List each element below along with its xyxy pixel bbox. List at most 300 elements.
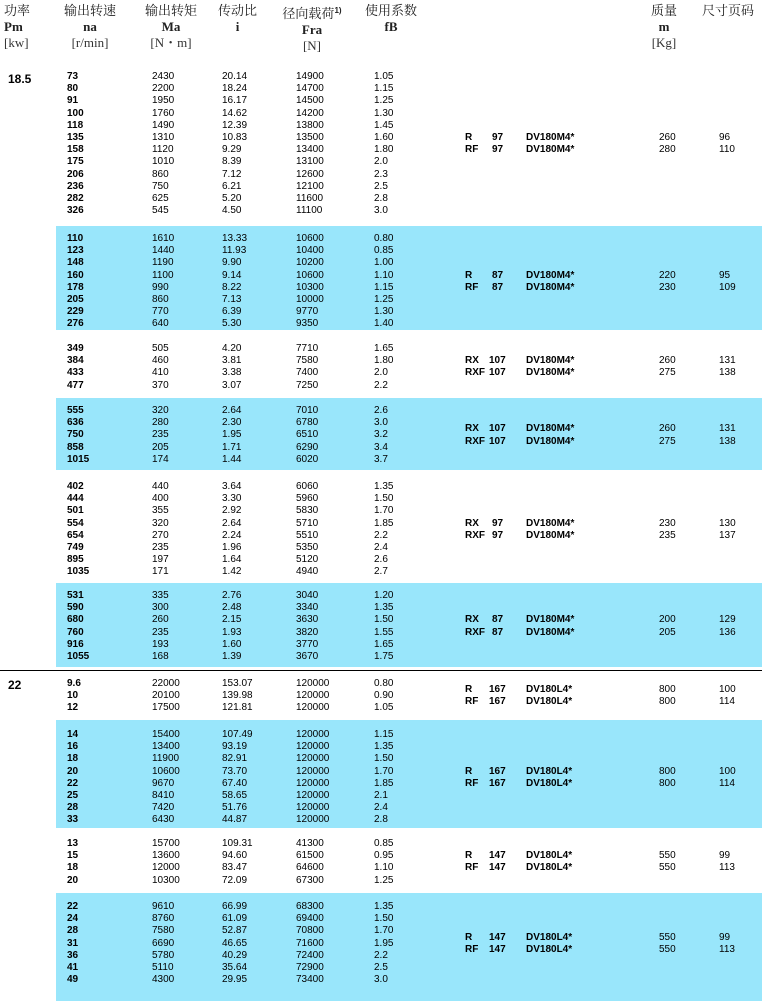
output-torque: 1310 xyxy=(152,132,175,143)
mass-value: 800 xyxy=(659,777,676,789)
mass-value: 260 xyxy=(659,423,676,435)
output-torque: 15700 xyxy=(152,838,180,849)
radial-load: 5120 xyxy=(296,554,319,566)
gear-ratio: 3.07 xyxy=(222,379,242,391)
output-speed: 555 xyxy=(67,405,84,416)
radial-load: 3340 xyxy=(296,602,319,614)
gear-ratio: 139.98 xyxy=(222,690,253,702)
output-speed: 100 xyxy=(67,107,84,119)
page-number: 113 xyxy=(719,943,735,955)
output-torque: 2430 xyxy=(152,71,175,82)
output-speed: 91 xyxy=(67,95,79,107)
output-torque: 1610 xyxy=(152,233,175,244)
radial-load: 10600 xyxy=(296,233,324,244)
gear-ratio: 12.39 xyxy=(222,119,248,131)
output-speed: 205 xyxy=(67,294,84,305)
header-power-cn: 功率 xyxy=(4,3,31,18)
output-speed: 33 xyxy=(67,814,79,826)
gear-size: 87 xyxy=(492,269,504,281)
service-factor: 1.35 xyxy=(374,481,394,492)
header-speed-cn: 输出转速 xyxy=(63,3,116,18)
page-number: 109 xyxy=(719,281,736,293)
header-speed-sym: na xyxy=(83,19,97,34)
motor-type: DV180M4* xyxy=(526,517,575,529)
output-torque: 260 xyxy=(152,614,169,626)
radial-load: 120000 xyxy=(296,729,330,740)
service-factor: 1.50 xyxy=(374,614,394,626)
gear-type: RF xyxy=(465,862,479,874)
output-torque: 13400 xyxy=(152,741,180,753)
output-speed: 20 xyxy=(67,874,79,886)
service-factor: 1.65 xyxy=(374,343,394,354)
output-speed: 9.6 xyxy=(67,678,81,689)
gear-size: 167 xyxy=(489,684,506,696)
service-factor: 2.8 xyxy=(374,193,388,204)
mass-value: 275 xyxy=(659,367,676,379)
service-factor: 2.5 xyxy=(374,180,388,192)
service-factor: 1.55 xyxy=(374,626,394,638)
output-torque: 1190 xyxy=(152,257,174,269)
gear-type: R xyxy=(465,132,473,143)
service-factor: 3.0 xyxy=(374,205,388,217)
output-torque: 6690 xyxy=(152,937,175,949)
mass-value: 205 xyxy=(659,626,676,638)
service-factor: 2.3 xyxy=(374,168,388,180)
gear-size: 167 xyxy=(489,696,506,708)
motor-type: DV180M4* xyxy=(526,281,575,293)
service-factor: 1.20 xyxy=(374,590,394,601)
output-speed: 22 xyxy=(67,901,79,912)
gear-ratio: 51.76 xyxy=(222,802,248,814)
gear-size: 147 xyxy=(489,931,506,943)
header-radial-load-unit: [N] xyxy=(302,38,322,53)
output-speed: 24 xyxy=(67,913,79,925)
output-torque: 10600 xyxy=(152,765,180,777)
service-factor: 2.0 xyxy=(374,156,388,168)
gear-ratio: 7.12 xyxy=(222,168,242,180)
output-torque: 9610 xyxy=(152,901,175,912)
gear-ratio: 3.81 xyxy=(222,355,242,367)
service-factor: 1.80 xyxy=(374,144,394,156)
gear-size: 147 xyxy=(489,862,506,874)
radial-load: 13800 xyxy=(296,119,324,131)
service-factor: 2.8 xyxy=(374,814,388,826)
page-number: 131 xyxy=(719,355,736,367)
motor-type: DV180M4* xyxy=(526,435,575,447)
service-factor: 1.60 xyxy=(374,132,394,143)
gear-ratio: 4.50 xyxy=(222,205,242,217)
service-factor: 0.80 xyxy=(374,678,394,689)
service-factor: 1.35 xyxy=(374,741,394,753)
radial-load: 72900 xyxy=(296,962,324,973)
service-factor: 1.15 xyxy=(374,83,394,95)
gear-ratio: 1.95 xyxy=(222,429,242,441)
output-speed: 178 xyxy=(67,281,84,293)
radial-load: 6060 xyxy=(296,481,319,492)
gear-ratio: 1.39 xyxy=(222,651,242,662)
gear-type: RXF xyxy=(465,529,485,541)
header-mass-unit: [Kg] xyxy=(651,35,677,50)
service-factor: 1.40 xyxy=(374,318,394,330)
gear-type: RX xyxy=(465,614,479,626)
output-speed: 206 xyxy=(67,168,84,180)
gear-ratio: 1.60 xyxy=(222,638,242,650)
radial-load: 120000 xyxy=(296,753,330,765)
output-torque: 270 xyxy=(152,529,169,541)
motor-type: DV180M4* xyxy=(526,614,575,626)
service-factor: 1.80 xyxy=(374,355,394,367)
output-torque: 625 xyxy=(152,193,169,204)
service-factor: 1.10 xyxy=(374,862,394,874)
mass-value: 800 xyxy=(659,696,676,708)
mass-value: 260 xyxy=(659,132,676,143)
radial-load: 41300 xyxy=(296,838,324,849)
output-speed: 135 xyxy=(67,132,84,143)
gear-size: 167 xyxy=(489,765,506,777)
output-speed: 282 xyxy=(67,193,84,204)
service-factor: 1.85 xyxy=(374,517,394,529)
gear-ratio: 1.42 xyxy=(222,566,242,578)
output-torque: 174 xyxy=(152,453,169,465)
gear-type: R xyxy=(465,269,473,281)
gear-ratio: 1.64 xyxy=(222,554,242,566)
output-torque: 770 xyxy=(152,306,169,318)
radial-load: 3630 xyxy=(296,614,319,626)
service-factor: 2.2 xyxy=(374,379,388,391)
gear-ratio: 2.64 xyxy=(222,405,242,416)
radial-load: 120000 xyxy=(296,790,330,801)
page-number: 96 xyxy=(719,132,731,143)
radial-load: 10600 xyxy=(296,269,324,281)
radial-load: 61500 xyxy=(296,850,324,862)
output-speed: 590 xyxy=(67,602,84,614)
radial-load: 10200 xyxy=(296,257,324,269)
gear-ratio: 4.20 xyxy=(222,343,242,354)
output-speed: 236 xyxy=(67,180,84,192)
output-torque: 300 xyxy=(152,602,169,614)
mass-value: 800 xyxy=(659,765,676,777)
header-torque-unit: [N・m] xyxy=(150,35,192,50)
gear-type: RX xyxy=(465,355,479,367)
gear-ratio: 83.47 xyxy=(222,862,248,874)
gear-ratio: 9.29 xyxy=(222,144,242,156)
output-speed: 680 xyxy=(67,614,84,626)
gear-type: RF xyxy=(465,943,479,955)
radial-load: 10000 xyxy=(296,294,324,305)
radial-load: 120000 xyxy=(296,702,330,714)
gear-ratio: 93.19 xyxy=(222,741,248,753)
output-speed: 326 xyxy=(67,205,84,217)
output-torque: 640 xyxy=(152,318,169,330)
service-factor: 3.0 xyxy=(374,417,388,429)
gear-ratio: 72.09 xyxy=(222,874,248,886)
motor-type: DV180M4* xyxy=(526,269,575,281)
ratio-group xyxy=(56,720,762,828)
motor-type: DV180L4* xyxy=(526,862,573,874)
output-torque: 990 xyxy=(152,281,169,293)
gear-ratio: 66.99 xyxy=(222,901,248,912)
header-service-factor-sym: fB xyxy=(384,19,398,34)
gear-ratio: 73.70 xyxy=(222,765,248,777)
output-torque: 13600 xyxy=(152,850,180,862)
output-speed: 15 xyxy=(67,850,79,862)
gear-type: RXF xyxy=(465,367,485,379)
output-speed: 175 xyxy=(67,156,84,168)
gear-ratio: 2.24 xyxy=(222,529,242,541)
service-factor: 1.10 xyxy=(374,269,394,281)
output-torque: 545 xyxy=(152,205,169,217)
gear-ratio: 1.96 xyxy=(222,542,242,553)
radial-load: 120000 xyxy=(296,690,330,702)
radial-load: 14500 xyxy=(296,95,324,107)
radial-load: 120000 xyxy=(296,765,330,777)
header-power-unit: [kw] xyxy=(4,35,29,50)
radial-load: 3670 xyxy=(296,651,319,662)
gear-ratio: 67.40 xyxy=(222,777,248,789)
radial-load: 5350 xyxy=(296,542,319,553)
output-speed: 1015 xyxy=(67,453,90,465)
service-factor: 2.1 xyxy=(374,790,388,801)
header-power-sym: Pm xyxy=(4,19,23,34)
output-speed: 229 xyxy=(67,306,84,318)
output-speed: 895 xyxy=(67,554,84,566)
page-number: 110 xyxy=(719,144,735,156)
header-mass-sym: m xyxy=(658,19,670,34)
output-torque: 1440 xyxy=(152,245,175,257)
output-speed: 12 xyxy=(67,702,79,714)
gear-ratio: 109.31 xyxy=(222,838,253,849)
header-radial-load-note: 1) xyxy=(334,6,342,15)
gear-ratio: 10.83 xyxy=(222,132,248,143)
gear-type: RXF xyxy=(465,626,485,638)
service-factor: 1.50 xyxy=(374,913,394,925)
output-torque: 280 xyxy=(152,417,169,429)
radial-load: 6510 xyxy=(296,429,319,441)
output-torque: 505 xyxy=(152,343,169,354)
mass-value: 550 xyxy=(659,850,676,862)
gear-size: 107 xyxy=(489,423,506,435)
radial-load: 12600 xyxy=(296,168,324,180)
page-number: 99 xyxy=(719,850,731,862)
page-number: 100 xyxy=(719,684,736,696)
radial-load: 7580 xyxy=(296,355,319,367)
header-radial-load-cn: 径向载荷 xyxy=(282,6,335,21)
motor-type: DV180M4* xyxy=(526,626,575,638)
radial-load: 5710 xyxy=(296,517,319,529)
output-torque: 193 xyxy=(152,638,169,650)
gear-type: R xyxy=(465,684,473,696)
radial-load: 9770 xyxy=(296,306,319,318)
gear-ratio: 2.76 xyxy=(222,590,242,601)
radial-load: 14700 xyxy=(296,83,324,95)
motor-type: DV180M4* xyxy=(526,529,575,541)
page-number: 113 xyxy=(719,862,735,874)
gear-type: RF xyxy=(465,281,479,293)
motor-type: DV180L4* xyxy=(526,696,573,708)
mass-value: 235 xyxy=(659,529,676,541)
power-separator xyxy=(0,670,762,671)
power-value: 18.5 xyxy=(8,72,32,86)
gear-ratio: 1.44 xyxy=(222,453,242,465)
service-factor: 3.4 xyxy=(374,441,388,453)
gear-ratio: 8.22 xyxy=(222,281,242,293)
gear-ratio: 121.81 xyxy=(222,702,253,714)
radial-load: 9350 xyxy=(296,318,319,330)
gear-ratio: 20.14 xyxy=(222,71,248,82)
gear-ratio: 3.30 xyxy=(222,493,242,505)
output-torque: 10300 xyxy=(152,874,180,886)
radial-load: 120000 xyxy=(296,814,330,826)
gear-ratio: 9.14 xyxy=(222,269,242,281)
gear-size: 87 xyxy=(492,626,504,638)
output-speed: 654 xyxy=(67,529,84,541)
gear-size: 147 xyxy=(489,943,506,955)
header-ratio-cn: 传动比 xyxy=(217,3,257,18)
radial-load: 120000 xyxy=(296,741,330,753)
output-torque: 8410 xyxy=(152,790,175,801)
gear-type: RXF xyxy=(465,435,485,447)
output-torque: 1010 xyxy=(152,156,175,168)
service-factor: 1.00 xyxy=(374,257,394,269)
gear-ratio: 2.48 xyxy=(222,602,242,614)
output-torque: 440 xyxy=(152,481,169,492)
service-factor: 1.50 xyxy=(374,753,394,765)
radial-load: 6780 xyxy=(296,417,319,429)
header-mass-cn: 质量 xyxy=(650,3,677,18)
service-factor: 2.5 xyxy=(374,962,388,973)
page-number: 136 xyxy=(719,626,736,638)
radial-load: 67300 xyxy=(296,874,324,886)
radial-load: 5960 xyxy=(296,493,319,505)
motor-type: DV180M4* xyxy=(526,355,575,367)
page-number: 137 xyxy=(719,529,736,541)
output-speed: 477 xyxy=(67,379,84,391)
header-torque-sym: Ma xyxy=(161,19,181,34)
mass-value: 220 xyxy=(659,269,676,281)
motor-type: DV180M4* xyxy=(526,367,575,379)
service-factor: 0.90 xyxy=(374,690,394,702)
service-factor: 1.45 xyxy=(374,119,394,131)
gear-ratio: 2.64 xyxy=(222,517,242,529)
output-speed: 384 xyxy=(67,355,84,367)
ratio-group xyxy=(56,336,762,392)
gear-type: R xyxy=(465,765,473,777)
gear-ratio: 35.64 xyxy=(222,962,248,973)
gear-ratio: 3.38 xyxy=(222,367,242,379)
output-speed: 10 xyxy=(67,690,79,702)
gear-ratio: 40.29 xyxy=(222,949,248,961)
gear-ratio: 18.24 xyxy=(222,83,248,95)
gear-ratio: 1.71 xyxy=(222,441,242,453)
gear-ratio: 44.87 xyxy=(222,814,248,826)
gear-ratio: 153.07 xyxy=(222,678,253,689)
output-speed: 760 xyxy=(67,626,84,638)
output-speed: 73 xyxy=(67,71,79,82)
output-speed: 16 xyxy=(67,741,79,753)
service-factor: 1.15 xyxy=(374,729,394,740)
ratio-group xyxy=(56,583,762,667)
output-torque: 205 xyxy=(152,441,169,453)
gear-size: 107 xyxy=(489,367,506,379)
output-torque: 8760 xyxy=(152,913,175,925)
output-speed: 28 xyxy=(67,925,79,937)
page-number: 99 xyxy=(719,931,731,943)
output-torque: 320 xyxy=(152,517,169,529)
motor-type: DV180L4* xyxy=(526,850,573,862)
output-torque: 860 xyxy=(152,294,169,305)
service-factor: 2.2 xyxy=(374,949,388,961)
output-torque: 1100 xyxy=(152,269,174,281)
ratio-group xyxy=(56,673,762,716)
output-speed: 110 xyxy=(67,233,84,244)
gear-ratio: 11.93 xyxy=(222,245,247,257)
gear-size: 97 xyxy=(492,517,504,529)
radial-load: 120000 xyxy=(296,802,330,814)
radial-load: 7400 xyxy=(296,367,319,379)
gear-type: RX xyxy=(465,517,479,529)
service-factor: 0.80 xyxy=(374,233,394,244)
output-torque: 370 xyxy=(152,379,169,391)
output-torque: 335 xyxy=(152,590,169,601)
output-torque: 2200 xyxy=(152,83,175,95)
radial-load: 3820 xyxy=(296,626,319,638)
output-speed: 14 xyxy=(67,729,79,740)
gear-ratio: 29.95 xyxy=(222,974,248,986)
gear-type: R xyxy=(465,850,473,862)
service-factor: 0.85 xyxy=(374,245,394,257)
gear-ratio: 13.33 xyxy=(222,233,248,244)
service-factor: 1.25 xyxy=(374,294,394,305)
output-torque: 5110 xyxy=(152,962,174,973)
gear-ratio: 6.21 xyxy=(222,180,242,192)
service-factor: 2.6 xyxy=(374,554,388,566)
output-torque: 20100 xyxy=(152,690,180,702)
header-service-factor-cn: 使用系数 xyxy=(364,3,417,18)
motor-type: DV180L4* xyxy=(526,684,573,696)
gear-type: RF xyxy=(465,777,479,789)
service-factor: 2.0 xyxy=(374,367,388,379)
gear-type: R xyxy=(465,931,473,943)
output-speed: 749 xyxy=(67,542,84,553)
mass-value: 800 xyxy=(659,684,676,696)
radial-load: 13400 xyxy=(296,144,324,156)
gear-size: 167 xyxy=(489,777,506,789)
radial-load: 12100 xyxy=(296,180,324,192)
gear-size: 87 xyxy=(492,614,504,626)
ratio-group xyxy=(56,398,762,470)
output-torque: 9670 xyxy=(152,777,175,789)
output-speed: 402 xyxy=(67,481,84,492)
output-speed: 18 xyxy=(67,753,79,765)
output-torque: 320 xyxy=(152,405,169,416)
output-speed: 13 xyxy=(67,838,79,849)
radial-load: 6020 xyxy=(296,453,319,465)
output-torque: 460 xyxy=(152,355,169,367)
output-torque: 7580 xyxy=(152,925,175,937)
radial-load: 5510 xyxy=(296,529,319,541)
service-factor: 1.25 xyxy=(374,874,394,886)
page-number: 130 xyxy=(719,517,736,529)
output-speed: 1055 xyxy=(67,651,90,662)
gear-ratio: 5.20 xyxy=(222,193,242,204)
output-speed: 433 xyxy=(67,367,84,379)
gear-ratio: 9.90 xyxy=(222,257,242,269)
gear-type: RF xyxy=(465,144,479,156)
output-speed: 554 xyxy=(67,517,84,529)
service-factor: 1.05 xyxy=(374,702,394,714)
radial-load: 7250 xyxy=(296,379,319,391)
radial-load: 69400 xyxy=(296,913,324,925)
